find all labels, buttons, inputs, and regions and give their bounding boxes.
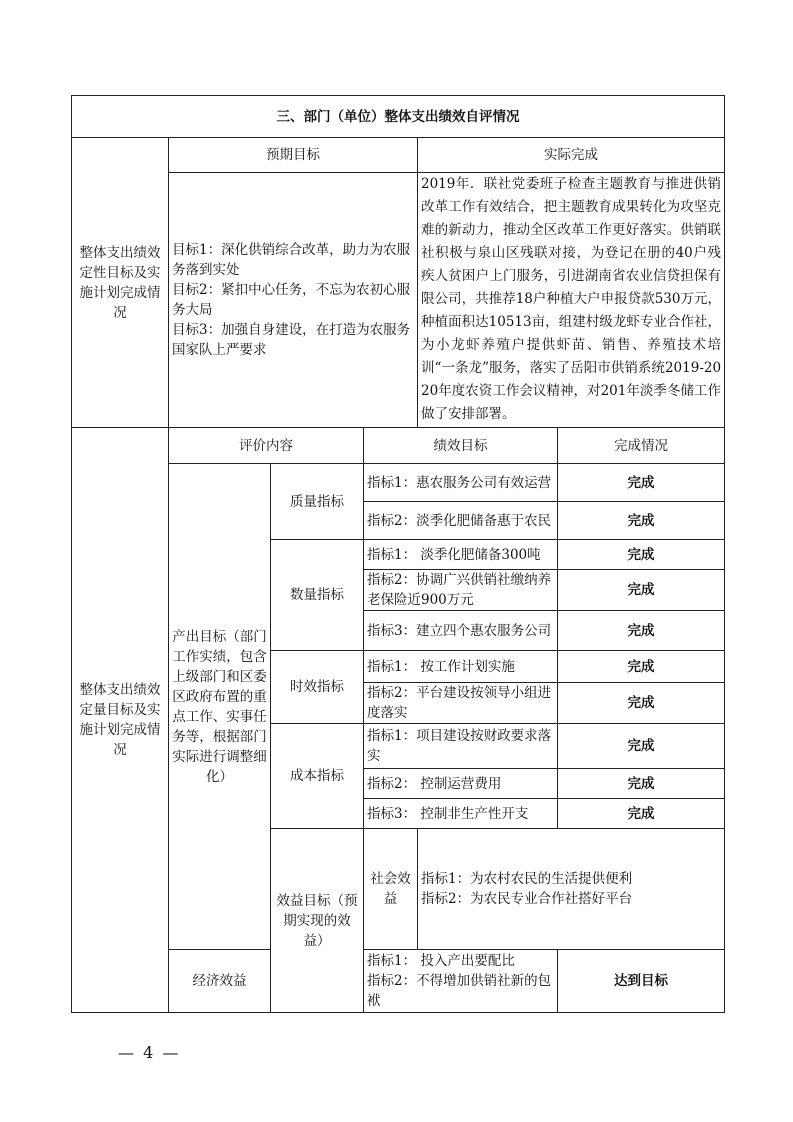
quality-target-2: 指标2：淡季化肥储备惠于农民 [364, 502, 558, 540]
quantity-target-3: 指标3：建立四个惠农服务公司 [364, 611, 558, 651]
quantitative-row-label: 整体支出绩效定量目标及实施计划完成情况 [72, 428, 169, 1013]
economic-benefit-status: 达到目标 [558, 950, 725, 1013]
time-indicator-label: 时效指标 [271, 651, 364, 724]
header-actual-completion: 实际完成 [418, 138, 725, 173]
cost-status-2: 完成 [558, 769, 725, 799]
cost-target-1: 指标1：项目建设按财政要求落实 [364, 724, 558, 769]
header-evaluation-content: 评价内容 [169, 428, 364, 464]
header-completion-status: 完成情况 [558, 428, 725, 464]
time-target-2: 指标2：平台建设按领导小组进度落实 [364, 683, 558, 724]
quantity-status-2: 完成 [558, 570, 725, 611]
social-benefit-target: 指标1：为农村农民的生活提供便利 指标2：为农民专业合作社搭好平台 [418, 829, 725, 950]
page-number: — 4 — [118, 1043, 181, 1062]
quantity-status-3: 完成 [558, 611, 725, 651]
cost-status-1: 完成 [558, 724, 725, 769]
cost-status-3: 完成 [558, 799, 725, 829]
time-status-1: 完成 [558, 651, 725, 683]
goal-1: 目标1：深化供销综合改革，助力为农服务落到实处 [172, 242, 411, 278]
goal-2: 目标2：紧扣中心任务，不忘为农初心服务大局 [172, 282, 411, 318]
quantity-target-2: 指标2：协调广兴供销社缴纳养老保险近900万元 [364, 570, 558, 611]
qualitative-row-label: 整体支出绩效定性目标及实施计划完成情况 [72, 138, 169, 428]
table-title: 三、部门（单位）整体支出绩效自评情况 [72, 96, 725, 138]
quality-status-2: 完成 [558, 502, 725, 540]
cost-target-2: 指标2： 控制运营费用 [364, 769, 558, 799]
expected-goals-cell [169, 173, 418, 428]
cost-indicator-label: 成本指标 [271, 724, 364, 829]
social-benefit-label: 社会效益 [364, 829, 418, 950]
output-target-label: 产出目标（部门工作实绩，包含上级部门和区委区政府布置的重点工作、实事任务等，根据部门实际进行调整细化） [169, 464, 271, 950]
economic-benefit-label: 经济效益 [169, 950, 271, 1013]
time-target-1: 指标1： 按工作计划实施 [364, 651, 558, 683]
quantity-indicator-label: 数量指标 [271, 540, 364, 651]
quality-target-1: 指标1：惠农服务公司有效运营 [364, 464, 558, 502]
cost-target-3: 指标3： 控制非生产性开支 [364, 799, 558, 829]
quantity-status-1: 完成 [558, 540, 725, 570]
quantity-target-1: 指标1： 淡季化肥储备300吨 [364, 540, 558, 570]
header-performance-target: 绩效目标 [364, 428, 558, 464]
quality-status-1: 完成 [558, 464, 725, 502]
header-expected-goal: 预期目标 [169, 138, 418, 173]
quality-indicator-label: 质量指标 [271, 464, 364, 540]
time-status-2: 完成 [558, 683, 725, 724]
actual-completion-text: 2019年．联社党委班子检查主题教育与推进供销改革工作有效结合，把主题教育成果转化为攻坚克难的新动力，推动全区改革工作更好落实。供销联社积极与泉山区残联对接，为登记在册的40户残疾人贫困户上门服务，引进湖南省农业信贷担保有限公司，共推荐18户种植大户申报贷款530万元，种植面积达10513亩，组建村级龙虾专业合作社，为小龙虾养殖户提供虾苗、销售、养殖技术培训“一条龙”服务，落实了岳阳市供销系统2019-2020年度农资工作会议精神，对201年淡季冬储工作做了安排部署。 [418, 173, 725, 428]
economic-benefit-target: 指标1： 投入产出要配比 指标2：不得增加供销社新的包袱 [364, 950, 558, 1013]
benefit-target-label: 效益目标（预期实现的效益） [271, 829, 364, 1013]
performance-table [71, 95, 725, 1013]
goal-3: 目标3：加强自身建设，在打造为农服务国家队上严要求 [172, 322, 411, 358]
